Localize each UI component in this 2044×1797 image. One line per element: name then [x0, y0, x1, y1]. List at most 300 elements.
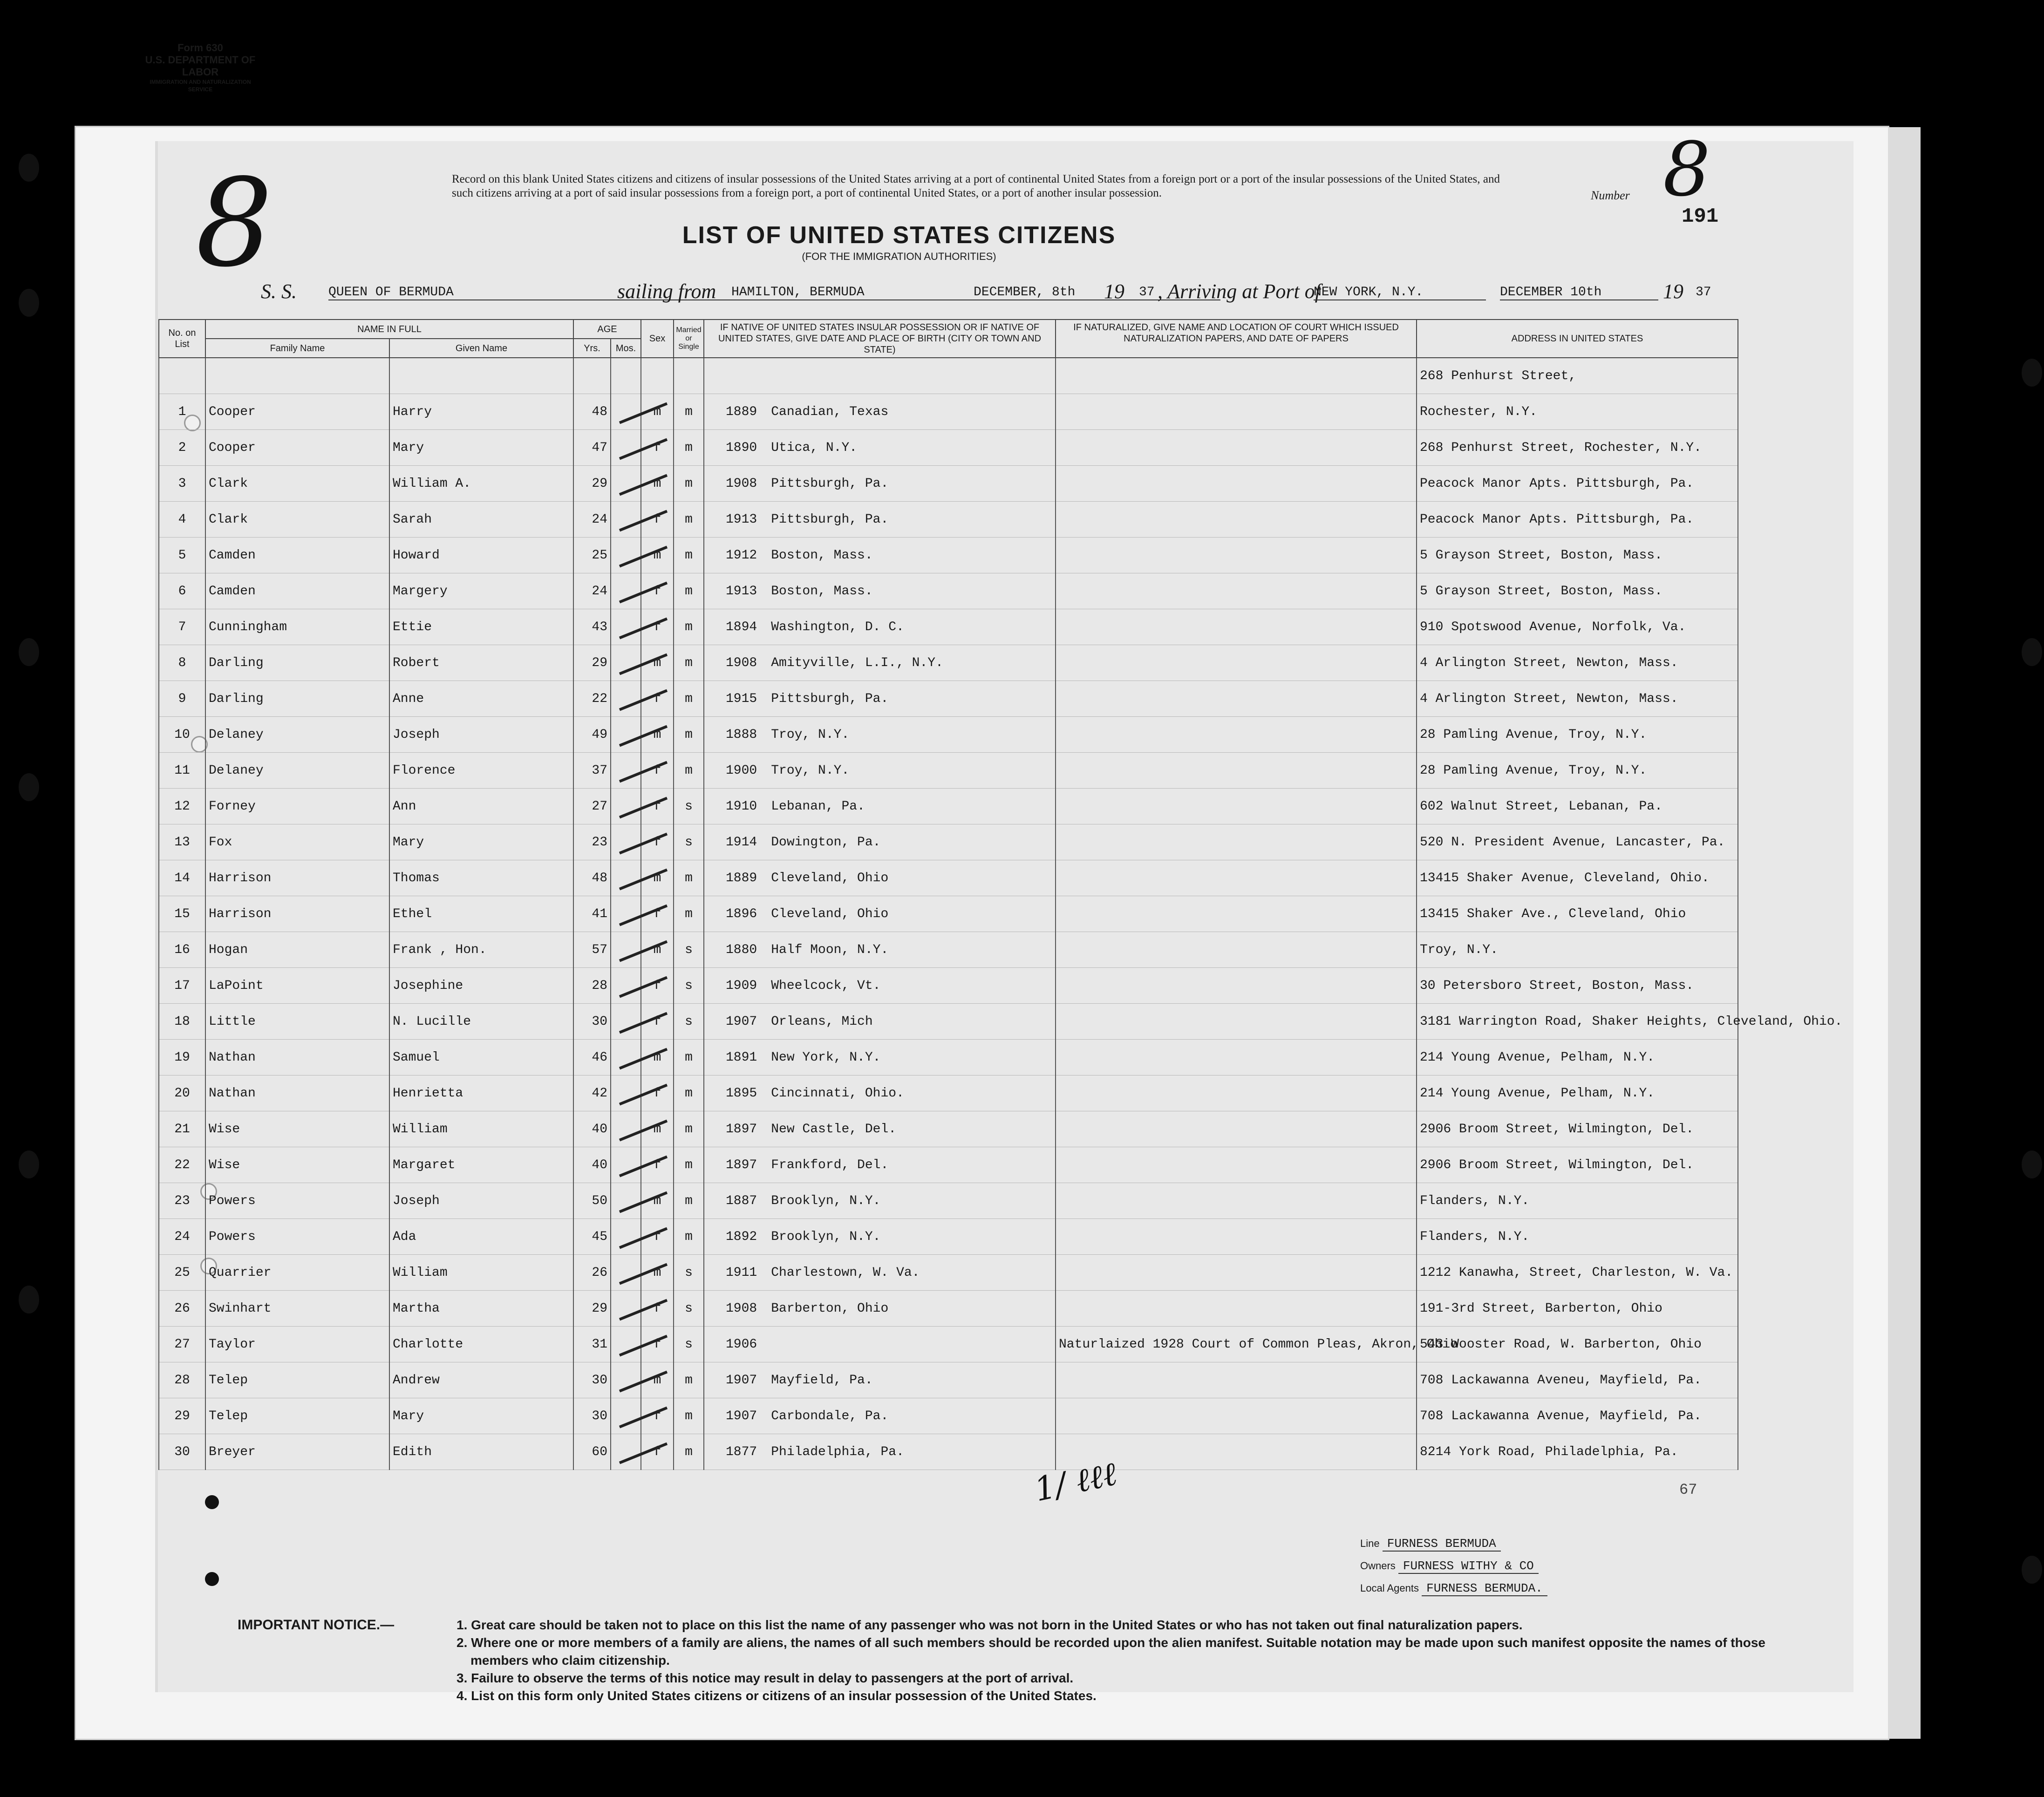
age-years: 27	[573, 789, 611, 824]
sex: m	[641, 1362, 674, 1398]
marital-status: s	[674, 1327, 704, 1362]
naturalization-info	[1056, 573, 1417, 609]
given-name: Anne	[389, 681, 573, 717]
page-title: LIST OF UNITED STATES CITIZENS	[682, 222, 1116, 249]
owners-label: Owners	[1360, 1560, 1396, 1572]
birth-year: 1894	[726, 619, 757, 634]
naturalization-info	[1056, 1075, 1417, 1111]
age-months	[611, 860, 641, 896]
age-years: 42	[573, 1075, 611, 1111]
table-row	[159, 609, 1738, 645]
birth-year: 1887	[726, 1193, 757, 1208]
given-name: Henrietta	[389, 1075, 573, 1111]
address-cell: Rochester, N.Y.	[1417, 394, 1738, 430]
page-subtitle: (FOR THE IMMIGRATION AUTHORITIES)	[802, 251, 996, 262]
marital-status: m	[674, 573, 704, 609]
sex: m	[641, 1183, 674, 1219]
birth-place: Lebanan, Pa.	[771, 799, 865, 814]
birth-info	[704, 1004, 1056, 1040]
row-number: 14	[159, 860, 205, 896]
sex: f	[641, 1327, 674, 1362]
family-name: Quarrier	[205, 1255, 389, 1291]
age-years: 31	[573, 1327, 611, 1362]
birth-place: Amityville, L.I., N.Y.	[771, 655, 943, 670]
table-row	[159, 1219, 1738, 1255]
given-name: William A.	[389, 466, 573, 502]
agents-value: FURNESS BERMUDA.	[1422, 1581, 1547, 1596]
instruction-text: Record on this blank United States citizens and citizens of insular possessions of the United States arriving at a port of continental United States from a foreign port or a port of the insular possessions of the United States, and such citizens arriving at a port of said insular possessions from a foreign port, a port of continental United States, or a port of another insular possession.	[452, 173, 1500, 199]
age-years: 43	[573, 609, 611, 645]
table-row	[159, 573, 1738, 609]
marital-status: m	[674, 860, 704, 896]
age-years: 40	[573, 1111, 611, 1147]
age-years: 29	[573, 466, 611, 502]
sex: m	[641, 466, 674, 502]
naturalization-info: Naturlaized 1928 Court of Common Pleas, Akron, Ohio	[1056, 1327, 1417, 1362]
table-row	[159, 681, 1738, 717]
birth-year: 1908	[726, 1301, 757, 1316]
table-row	[159, 932, 1738, 968]
form-number: Form 630	[177, 42, 223, 54]
marital-status: m	[674, 1147, 704, 1183]
marital-status: m	[674, 394, 704, 430]
birth-info	[704, 789, 1056, 824]
binder-hole	[19, 1286, 39, 1314]
table-row	[159, 1111, 1738, 1147]
address-cell: 708 Lackawanna Avenue, Mayfield, Pa.	[1417, 1398, 1738, 1434]
age-months	[611, 932, 641, 968]
naturalization-info	[1056, 789, 1417, 824]
birth-place: Mayfield, Pa.	[771, 1373, 873, 1388]
given-name: Frank , Hon.	[389, 932, 573, 968]
table-row	[159, 645, 1738, 681]
age-years: 29	[573, 1291, 611, 1327]
given-name: Howard	[389, 538, 573, 573]
row-number: 23	[159, 1183, 205, 1219]
year-prefix: 19	[1104, 280, 1124, 303]
age-years: 45	[573, 1219, 611, 1255]
address-cell: Flanders, N.Y.	[1417, 1219, 1738, 1255]
important-notice	[238, 1616, 1775, 1705]
marital-status: m	[674, 502, 704, 538]
handwritten-annotation: 1/ ℓℓℓ	[1031, 1454, 1120, 1509]
table-row	[159, 394, 1738, 430]
given-name: Mary	[389, 430, 573, 466]
birth-info	[704, 896, 1056, 932]
age-months	[611, 502, 641, 538]
line-value: FURNESS BERMUDA	[1383, 1537, 1501, 1552]
binder-hole	[2022, 1556, 2042, 1584]
address-cell: 268 Penhurst Street, Rochester, N.Y.	[1417, 430, 1738, 466]
birth-year: 1909	[726, 978, 757, 993]
binder-hole	[19, 1150, 39, 1178]
family-name: Clark	[205, 502, 389, 538]
birth-place: Brooklyn, N.Y.	[771, 1229, 881, 1244]
marital-status: m	[674, 645, 704, 681]
age-years: 30	[573, 1362, 611, 1398]
given-name: Harry	[389, 394, 573, 430]
address-cell: Flanders, N.Y.	[1417, 1183, 1738, 1219]
notice-item: 2. Where one or more members of a family are aliens, the names of all such members should be recorded upon the alien manifest. Suitable notation may be made upon such manifest opposite the names of those members who claim citizenship.	[456, 1635, 1765, 1668]
birth-info	[704, 573, 1056, 609]
marital-status: m	[674, 1398, 704, 1434]
age-years: 41	[573, 896, 611, 932]
naturalization-info	[1056, 502, 1417, 538]
birth-place: Frankford, Del.	[771, 1157, 889, 1172]
age-months	[611, 1327, 641, 1362]
marital-status: m	[674, 1040, 704, 1075]
age-years: 48	[573, 860, 611, 896]
table-row	[159, 1362, 1738, 1398]
address-cell: 520 N. President Avenue, Lancaster, Pa.	[1417, 824, 1738, 860]
age-years: 46	[573, 1040, 611, 1075]
naturalization-info	[1056, 1111, 1417, 1147]
row-number: 28	[159, 1362, 205, 1398]
birth-place: Troy, N.Y.	[771, 727, 850, 742]
address-cell: 910 Spotswood Avenue, Norfolk, Va.	[1417, 609, 1738, 645]
age-months	[611, 896, 641, 932]
agents-label: Local Agents	[1360, 1582, 1419, 1594]
row-number: 19	[159, 1040, 205, 1075]
given-name: Ethel	[389, 896, 573, 932]
age-months	[611, 609, 641, 645]
row-number: 13	[159, 824, 205, 860]
binder-hole	[19, 289, 39, 317]
birth-year: 1914	[726, 835, 757, 850]
table-row	[159, 430, 1738, 466]
sex: f	[641, 753, 674, 789]
col-name-in-full: NAME IN FULL	[205, 320, 573, 339]
age-years: 30	[573, 1004, 611, 1040]
table-row	[159, 466, 1738, 502]
family-name: Swinhart	[205, 1291, 389, 1327]
birth-place: New York, N.Y.	[771, 1050, 881, 1065]
birth-year: 1889	[726, 871, 757, 885]
birth-year: 1907	[726, 1014, 757, 1029]
birth-year: 1892	[726, 1229, 757, 1244]
family-name: Wise	[205, 1111, 389, 1147]
birth-place: Cleveland, Ohio	[771, 871, 889, 885]
address-cell: 2906 Broom Street, Wilmington, Del.	[1417, 1111, 1738, 1147]
family-name: Nathan	[205, 1040, 389, 1075]
birth-year: 1910	[726, 799, 757, 814]
punch-mark	[205, 1572, 219, 1586]
sex: f	[641, 1004, 674, 1040]
age-months	[611, 1434, 641, 1470]
row-number: 9	[159, 681, 205, 717]
naturalization-info	[1056, 681, 1417, 717]
given-name: N. Lucille	[389, 1004, 573, 1040]
age-years: 25	[573, 538, 611, 573]
naturalization-info	[1056, 1255, 1417, 1291]
sex: f	[641, 1075, 674, 1111]
ship-name: QUEEN OF BERMUDA	[328, 285, 808, 300]
age-months	[611, 538, 641, 573]
address-cell: 543 Wooster Road, W. Barberton, Ohio	[1417, 1327, 1738, 1362]
birth-place: Brooklyn, N.Y.	[771, 1193, 881, 1208]
binder-hole	[2022, 638, 2042, 666]
age-years: 48	[573, 394, 611, 430]
sex: f	[641, 430, 674, 466]
given-name: Ada	[389, 1219, 573, 1255]
given-name: Mary	[389, 1398, 573, 1434]
age-years: 60	[573, 1434, 611, 1470]
family-name: Powers	[205, 1219, 389, 1255]
given-name: Charlotte	[389, 1327, 573, 1362]
table-row	[159, 1004, 1738, 1040]
naturalization-info	[1056, 1004, 1417, 1040]
table-row	[159, 502, 1738, 538]
binder-hole	[19, 773, 39, 801]
row-number: 12	[159, 789, 205, 824]
marital-status: m	[674, 1219, 704, 1255]
age-months	[611, 1075, 641, 1111]
given-name: Mary	[389, 824, 573, 860]
birth-year: 1891	[726, 1050, 757, 1065]
given-name: Margaret	[389, 1147, 573, 1183]
family-name: Camden	[205, 573, 389, 609]
row-number: 2	[159, 430, 205, 466]
naturalization-info	[1056, 394, 1417, 430]
naturalization-info	[1056, 1219, 1417, 1255]
age-years: 37	[573, 753, 611, 789]
birth-place: Troy, N.Y.	[771, 763, 850, 778]
family-name: Darling	[205, 645, 389, 681]
address-cell: 13415 Shaker Avenue, Cleveland, Ohio.	[1417, 860, 1738, 896]
birth-year: 1880	[726, 942, 757, 957]
age-months	[611, 1004, 641, 1040]
form-identifier	[140, 42, 261, 93]
age-months	[611, 466, 641, 502]
family-name: Taylor	[205, 1327, 389, 1362]
age-years: 24	[573, 573, 611, 609]
birth-info	[704, 1219, 1056, 1255]
birth-info	[704, 753, 1056, 789]
age-months	[611, 1111, 641, 1147]
depart-date: DECEMBER, 8th	[974, 285, 1132, 300]
address-cell: 28 Pamling Avenue, Troy, N.Y.	[1417, 753, 1738, 789]
family-name: Little	[205, 1004, 389, 1040]
table-row	[159, 753, 1738, 789]
table-row	[159, 1398, 1738, 1434]
row-number: 21	[159, 1111, 205, 1147]
row-number: 11	[159, 753, 205, 789]
family-name: LaPoint	[205, 968, 389, 1004]
sex: f	[641, 1219, 674, 1255]
birth-info	[704, 1291, 1056, 1327]
family-name: Forney	[205, 789, 389, 824]
row-number: 1	[159, 394, 205, 430]
agents-row	[1360, 1577, 1547, 1600]
table-row	[159, 717, 1738, 753]
important-notice-lead: IMPORTANT NOTICE.—	[238, 1617, 395, 1633]
row-number: 26	[159, 1291, 205, 1327]
row-number: 20	[159, 1075, 205, 1111]
age-months	[611, 753, 641, 789]
table-row	[159, 1327, 1738, 1362]
department-name: U.S. DEPARTMENT OF LABOR	[145, 54, 256, 78]
address-carryover-row	[159, 358, 1738, 394]
birth-place: Carbondale, Pa.	[771, 1409, 889, 1423]
col-no: No. on List	[159, 320, 205, 358]
col-naturalized: IF NATURALIZED, GIVE NAME AND LOCATION OF COURT WHICH ISSUED NATURALIZATION PAPERS, AND DATE OF PAPERS	[1056, 320, 1417, 358]
birth-year: 1897	[726, 1157, 757, 1172]
age-months	[611, 394, 641, 430]
table-row	[159, 1183, 1738, 1219]
age-months	[611, 717, 641, 753]
table-row	[159, 824, 1738, 860]
birth-place: Utica, N.Y.	[771, 440, 858, 455]
birth-info	[704, 1362, 1056, 1398]
family-name: Harrison	[205, 896, 389, 932]
family-name: Cooper	[205, 430, 389, 466]
header-row-1	[159, 320, 1738, 339]
naturalization-info	[1056, 753, 1417, 789]
birth-year: 1911	[726, 1265, 757, 1280]
given-name: Josephine	[389, 968, 573, 1004]
age-years: 24	[573, 502, 611, 538]
sex: m	[641, 860, 674, 896]
birth-info	[704, 645, 1056, 681]
address-cell: 268 Penhurst Street,	[1417, 358, 1738, 394]
birth-place: Orleans, Mich	[771, 1014, 873, 1029]
voyage-line	[261, 279, 1798, 307]
birth-info	[704, 1111, 1056, 1147]
line-row	[1360, 1532, 1547, 1555]
row-number: 22	[159, 1147, 205, 1183]
sex: f	[641, 609, 674, 645]
age-years: 49	[573, 717, 611, 753]
age-years: 30	[573, 1398, 611, 1434]
row-number: 18	[159, 1004, 205, 1040]
sex: m	[641, 1040, 674, 1075]
row-number: 6	[159, 573, 205, 609]
address-cell: 4 Arlington Street, Newton, Mass.	[1417, 681, 1738, 717]
marital-status: m	[674, 1362, 704, 1398]
sex: f	[641, 1398, 674, 1434]
address-cell: Peacock Manor Apts. Pittsburgh, Pa.	[1417, 466, 1738, 502]
marital-status: s	[674, 1291, 704, 1327]
notice-item: 4. List on this form only United States citizens or citizens of an insular possession of the United States.	[456, 1688, 1097, 1703]
punch-mark	[205, 1495, 219, 1509]
birth-place: Cleveland, Ohio	[771, 906, 889, 921]
table-row	[159, 1075, 1738, 1111]
given-name: Ann	[389, 789, 573, 824]
col-age: AGE	[573, 320, 641, 339]
address-cell: 4 Arlington Street, Newton, Mass.	[1417, 645, 1738, 681]
birth-info	[704, 430, 1056, 466]
sex: m	[641, 394, 674, 430]
naturalization-info	[1056, 1147, 1417, 1183]
table-row	[159, 1040, 1738, 1075]
birth-info	[704, 538, 1056, 573]
given-name: William	[389, 1111, 573, 1147]
given-name: Florence	[389, 753, 573, 789]
naturalization-info	[1056, 609, 1417, 645]
naturalization-info	[1056, 1398, 1417, 1434]
family-name: Breyer	[205, 1434, 389, 1470]
given-name: Thomas	[389, 860, 573, 896]
address-cell: 5 Grayson Street, Boston, Mass.	[1417, 573, 1738, 609]
col-given-name: Given Name	[389, 339, 573, 358]
family-name: Delaney	[205, 717, 389, 753]
depart-year: 37	[1139, 285, 1155, 300]
age-months	[611, 1183, 641, 1219]
age-years: 47	[573, 430, 611, 466]
family-name: Camden	[205, 538, 389, 573]
birth-info	[704, 394, 1056, 430]
address-cell: 3181 Warrington Road, Shaker Heights, Cleveland, Ohio.	[1417, 1004, 1738, 1040]
birth-year: 1912	[726, 548, 757, 563]
age-months	[611, 1398, 641, 1434]
birth-year: 1907	[726, 1373, 757, 1388]
notice-item: 3. Failure to observe the terms of this notice may result in delay to passengers at the port of arrival.	[456, 1671, 1074, 1685]
given-name: William	[389, 1255, 573, 1291]
age-years: 26	[573, 1255, 611, 1291]
ss-label: S. S.	[261, 280, 297, 303]
given-name: Edith	[389, 1434, 573, 1470]
address-cell: 28 Pamling Avenue, Troy, N.Y.	[1417, 717, 1738, 753]
arrival-year-prefix: 19	[1663, 280, 1683, 303]
sex: f	[641, 824, 674, 860]
notice-item: 1. Great care should be taken not to place on this list the name of any passenger who was not born in the United States or who has not taken out final naturalization papers.	[456, 1618, 1523, 1632]
address-cell: 5 Grayson Street, Boston, Mass.	[1417, 538, 1738, 573]
age-years: 29	[573, 645, 611, 681]
age-years: 40	[573, 1147, 611, 1183]
family-name: Harrison	[205, 860, 389, 896]
birth-info	[704, 466, 1056, 502]
sex: f	[641, 1291, 674, 1327]
marital-status: m	[674, 1183, 704, 1219]
arrival-date: DECEMBER 10th	[1500, 285, 1658, 300]
naturalization-info	[1056, 1040, 1417, 1075]
age-months	[611, 681, 641, 717]
age-years: 28	[573, 968, 611, 1004]
naturalization-info	[1056, 824, 1417, 860]
family-name: Hogan	[205, 932, 389, 968]
age-months	[611, 1147, 641, 1183]
col-sex: Sex	[641, 320, 674, 358]
birth-place: Philadelphia, Pa.	[771, 1444, 904, 1459]
given-name: Joseph	[389, 1183, 573, 1219]
age-years: 57	[573, 932, 611, 968]
sex: m	[641, 717, 674, 753]
sex: f	[641, 573, 674, 609]
age-months	[611, 789, 641, 824]
birth-year: 1895	[726, 1086, 757, 1101]
naturalization-info	[1056, 466, 1417, 502]
naturalization-info	[1056, 860, 1417, 896]
given-name: Ettie	[389, 609, 573, 645]
family-name: Wise	[205, 1147, 389, 1183]
family-name: Delaney	[205, 753, 389, 789]
arriving-label: , Arriving at Port of	[1158, 280, 1321, 303]
naturalization-info	[1056, 932, 1417, 968]
birth-year: 1913	[726, 512, 757, 527]
table-row	[159, 896, 1738, 932]
row-number: 3	[159, 466, 205, 502]
marital-status: s	[674, 1004, 704, 1040]
birth-year: 1913	[726, 584, 757, 599]
given-name: Martha	[389, 1291, 573, 1327]
col-birth: IF NATIVE OF UNITED STATES INSULAR POSSESSION OR IF NATIVE OF UNITED STATES, GIVE DATE AND PLACE OF BIRTH (CITY OR TOWN AND STATE)	[704, 320, 1056, 358]
marital-status: s	[674, 968, 704, 1004]
address-cell: 214 Young Avenue, Pelham, N.Y.	[1417, 1040, 1738, 1075]
address-cell: 191-3rd Street, Barberton, Ohio	[1417, 1291, 1738, 1327]
age-months	[611, 573, 641, 609]
owners-value: FURNESS WITHY & CO	[1398, 1559, 1539, 1574]
naturalization-info	[1056, 645, 1417, 681]
